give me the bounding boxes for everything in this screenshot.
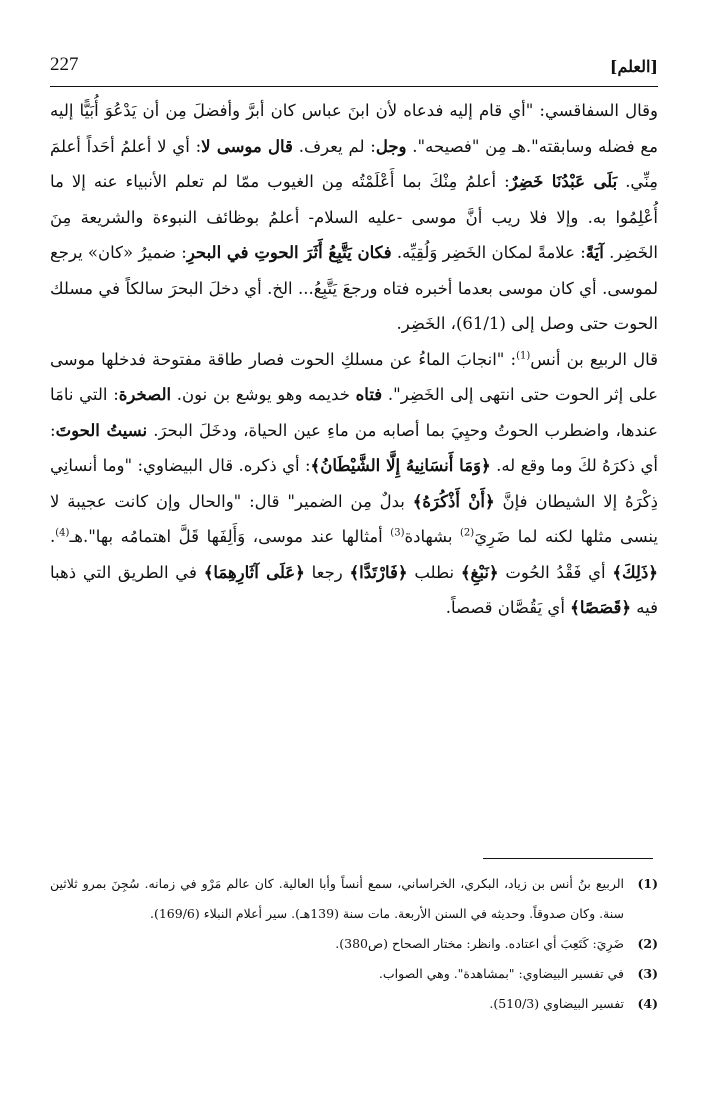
bold-term: الصخرة (118, 385, 172, 404)
footnote-text: ضَرِيَ: كَتَعِبَ أي اعتاده. وانظر: مختار الصحاح (ص380). (335, 936, 624, 951)
footnote-ref: (1) (516, 350, 531, 361)
footnote-ref: (4) (55, 527, 70, 539)
bold-term: ﴿فَارْتَدَّا﴾ (349, 562, 408, 582)
text-run: أي يَقُصَّان قصصاً. (445, 598, 571, 617)
text-run: : التي نامَا عندها، واضطرب الحوتُ وحيِيَ بما أصابه من ماءِ عين الحياة، ودخَلَ البحرَ. (50, 385, 658, 440)
text-run: أي فَقْدُ الحُوت (498, 562, 613, 582)
header-divider (50, 86, 658, 87)
text-run: وقال السفاقسي: "أي قام إليه فدعاه لأن ابنَ عباس كان أبرَّ وأفضلَ مِن أن يَدْعُوَ أُبَيًّا إليه مع فضله وسابقته".هـ مِن "فصيحه". (50, 101, 658, 156)
main-text (50, 93, 658, 626)
text-run: : أي ذكرَهُ لكَ وما وقع له. (50, 420, 658, 475)
footnote-number: (1) (637, 876, 658, 891)
bold-term: ﴿وَمَا أَنسَانِيهُ إِلَّا الشَّيْطَانُ﴾ (310, 456, 491, 475)
text-run: : أي لا أعلمُ أحَداً أعلمَ مِنِّي. (50, 136, 659, 191)
footnotes (50, 869, 658, 1019)
text-run: رجعا (304, 562, 350, 582)
paragraph (50, 93, 658, 342)
bold-term: بَلَى عَبْدُنَا خَضِرٌ (509, 172, 618, 191)
footnote-ref: (2) (460, 527, 475, 539)
footnote (50, 989, 658, 1019)
footnote (50, 869, 658, 929)
text-run: أمثالها عند موسى، وَأَلِفَها قَلَّ اهتمامُه بها".هـ (69, 527, 391, 546)
text-run: قال الربيع بن أنس (530, 349, 658, 369)
paragraph (50, 342, 658, 626)
footnote-number: (4) (637, 996, 658, 1011)
text-run: بشهادة (404, 527, 460, 546)
bold-term: فكان يَتَّبِعُ أَثَرَ الحوتِ في البحرِ (186, 243, 392, 262)
footnote (50, 959, 658, 989)
text-run: : "انجابَ الماءُ عن مسلكِ الحوت فصار طاقة مفتوحة فدخلها موسى على إثر الحوت حتى انتهى إلى الخَضِر". (50, 349, 658, 404)
bold-term: وجل (375, 136, 407, 156)
text-run: بدلٌ مِن الضمير" قال: "والحال وإن كانت عجيبة لا ينسى مثلها لكنه لما ضَرِيَ (50, 491, 658, 546)
running-head: [العلم] (609, 57, 658, 76)
footnote-divider (483, 858, 653, 859)
page-header (50, 54, 658, 84)
text-run: في الطريق التي ذهبا فيه (50, 562, 658, 617)
text-run: : لم يعرف. (292, 136, 376, 156)
footnote-text: في تفسير البيضاوي: "بمشاهدة". وهي الصواب. (378, 966, 624, 981)
page-number: 227 (50, 54, 79, 75)
bold-term: نسيتُ الحوتَ (55, 420, 148, 440)
text-run: . (50, 527, 56, 546)
text-run: : أعلمُ مِنْكَ بما أَعْلَمْتُه مِن الغيوب ممّا لم تعلم الأنبياء عنه إلا ما أُعْلِمُوا به. وإلا فلا ريب أنَّ موسى -عليه السلام- أعلمُ بوظائف النبوءة والشريعة مِنَ الخَضِر. (50, 172, 659, 262)
bold-term: آيَةً (585, 243, 604, 262)
footnote-ref: (3) (390, 527, 405, 539)
bold-term: ﴿ذَلِكَ﴾ (612, 562, 658, 582)
text-run: : علامةً لمكان الخَضِر وَلُقِيِّه. (391, 243, 586, 262)
bold-term: ﴿نَبْغِ﴾ (460, 562, 499, 582)
text-run: نطلب (407, 562, 461, 582)
bold-term: ﴿عَلَى آثَارِهِمَا﴾ (203, 562, 305, 582)
footnote-number: (2) (637, 936, 658, 951)
bold-term: قال موسى لا (201, 136, 293, 156)
footnote-number: (3) (637, 966, 658, 981)
footnote-text: تفسير البيضاوي (510/3). (489, 996, 624, 1011)
bold-term: فتاه (355, 385, 383, 404)
text-run: : أي ذكره. قال البيضاوي: "وما أنسانِي ذِكْرَهُ إلا الشيطان فإنَّ (50, 456, 658, 511)
text-run: : ضميرُ «كان» يرجع لموسى. أي كان موسى بعدما أخبره فتاه ورجعَ يَتَّبِعُ... الخ. أي دخلَ البحرَ سالكاً في مسلك الحوت حتى وصل إلى (61/1)، الخَضِر. (50, 243, 658, 333)
footnote-text: الربيع بنُ أنس بن زياد، البكري، الخراساني، سمع أنساً وأبا العالية. كان عالم مَرْو في زمانه. سُجِنَ بمرو ثلاثين سنة. وكان صدوقاً. وحديثه في السنن الأربعة. مات سنة (139هـ). سير أعلام النبلاء (169/6). (50, 876, 624, 921)
footnote (50, 929, 658, 959)
bold-term: ﴿قَصَصًا﴾ (570, 598, 632, 617)
bold-term: ﴿أَنْ أَذْكُرَهُ﴾ (412, 491, 495, 511)
text-run: خديمه وهو يوشع بن نون. (171, 385, 356, 404)
